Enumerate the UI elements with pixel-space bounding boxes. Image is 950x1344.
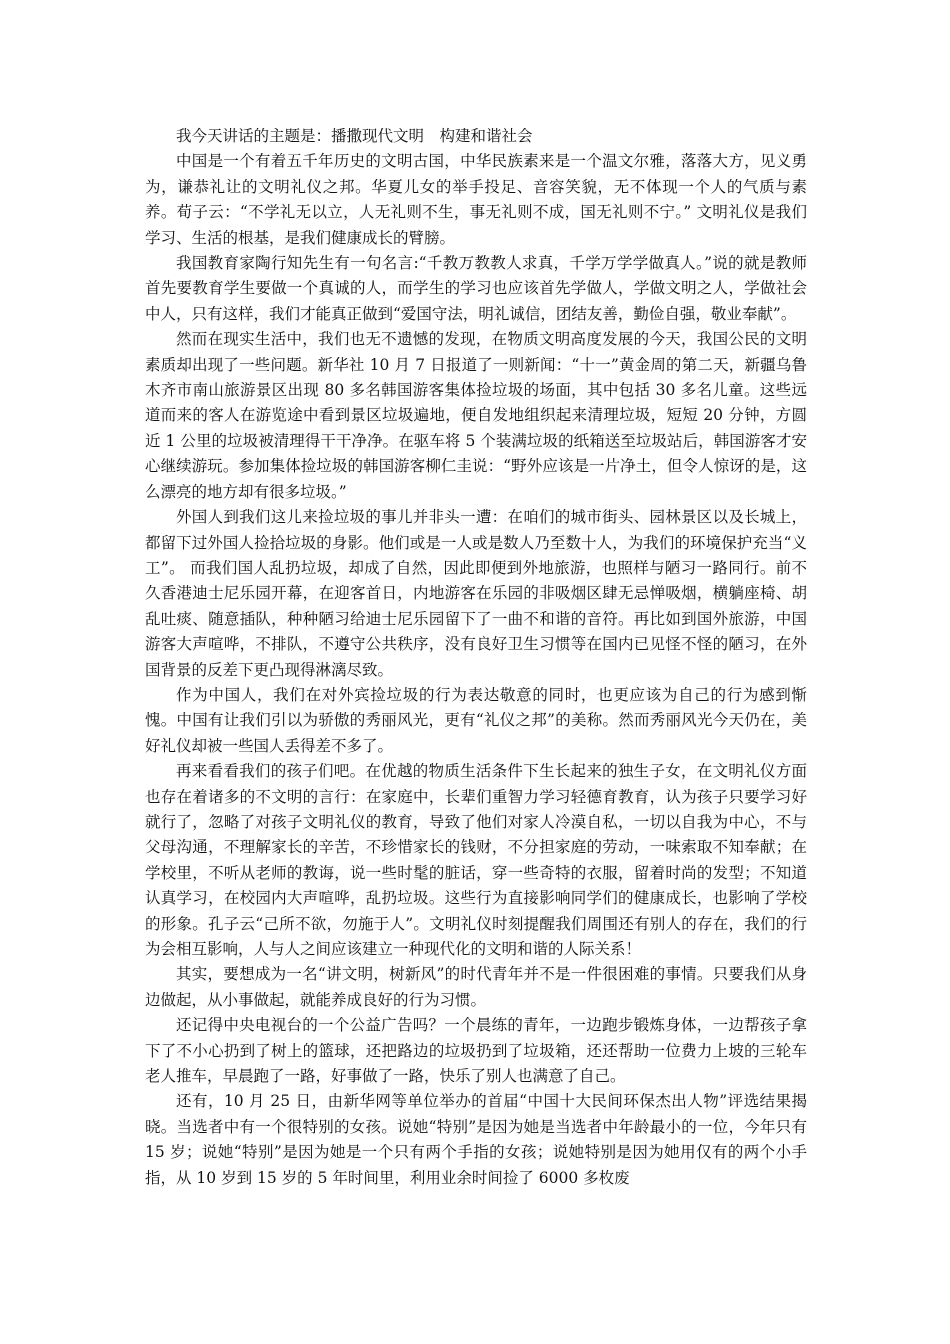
paragraph: 我国教育家陶行知先生有一句名言:“千教万教教人求真，千学万学学做真人。”说的就是教师首先要教育学生要做一个真诚的人，而学生的学习也应该首先学做人，学做文明之人，学做社会中人，只有这样，我们才能真正做到“爱国守法，明礼诚信，团结友善，勤俭自强，敬业奉献”。 xyxy=(145,254,807,323)
paragraph: 然而在现实生活中，我们也无不遗憾的发现，在物质文明高度发展的今天，我国公民的文明素质却出现了一些问题。新华社 10 月 7 日报道了一则新闻：“十一”黄金周的第二天，新疆乌鲁木齐市南山旅游景区出现 80 多名韩国游客集体捡垃圾的场面，其中包括 30 多名儿童。这些远道而来的客人在游览途中看到景区垃圾遍地，便自发地组织起来清理垃圾，短短 20 分钟，方圆近 1 公里的垃圾被清理得干干净净。在驱车将 5 个装满垃圾的纸箱送至垃圾站后，韩国游客才安心继续游玩。参加集体捡垃圾的韩国游客柳仁圭说：“野外应该是一片净土，但令人惊讶的是，这么漂亮的地方却有很多垃圾。” xyxy=(145,330,807,501)
paragraph: 外国人到我们这儿来捡垃圾的事儿并非头一遭：在咱们的城市街头、园林景区以及长城上，都留下过外国人捡拾垃圾的身影。他们或是一人或是数人乃至数十人，为我们的环境保护充当“义工”。 而我们国人乱扔垃圾，却成了自然，因此即便到外地旅游，也照样与陋习一路同行。前不久香港迪士尼乐园开幕，在迎客首日，内地游客在乐园的非吸烟区肆无忌惮吸烟，横躺座椅、胡乱吐痰、随意插队，种种陋习给迪士尼乐园留下了一曲不和谐的音符。再比如到国外旅游，中国游客大声喧哗，不排队，不遵守公共秩序，没有良好卫生习惯等在国内已见怪不怪的陋习，在外国背景的反差下更凸现得淋漓尽致。 xyxy=(145,508,807,679)
paragraph: 还记得中央电视台的一个公益广告吗？一个晨练的青年，一边跑步锻炼身体，一边帮孩子拿下了不小心扔到了树上的篮球，还把路边的垃圾扔到了垃圾箱，还还帮助一位费力上坡的三轮车老人推车，早晨跑了一路，好事做了一路，快乐了别人也满意了自己。 xyxy=(145,1016,807,1086)
document-body xyxy=(145,124,807,1191)
paragraph: 还有，10 月 25 日，由新华网等单位举办的首届“中国十大民间环保杰出人物”评选结果揭晓。当选者中有一个很特别的女孩。说她“特别”是因为她是当选者中年龄最小的一位，今年只有 15 岁；说她“特别”是因为她是一个只有两个手指的女孩；说她特别是因为她用仅有的两个小手指，从 10 岁到 15 岁的 5 年时间里，利用业余时间捡了 6000 多枚废 xyxy=(145,1092,807,1187)
paragraph: 其实，要想成为一名“讲文明，树新风”的时代青年并不是一件很困难的事情。只要我们从身边做起，从小事做起，就能养成良好的行为习惯。 xyxy=(145,965,807,1009)
paragraph: 作为中国人，我们在对外宾捡垃圾的行为表达敬意的同时，也更应该为自己的行为感到惭愧。中国有让我们引以为骄傲的秀丽风光，更有“礼仪之邦”的美称。然而秀丽风光今天仍在，美好礼仪却被一些国人丢得差不多了。 xyxy=(145,685,807,755)
paragraph: 中国是一个有着五千年历史的文明古国，中华民族素来是一个温文尔雅，落落大方，见义勇为，谦恭礼让的文明礼仪之邦。华夏儿女的举手投足、音容笑貌，无不体现一个人的气质与素养。荀子云：“不学礼无以立，人无礼则不生，事无礼则不成，国无礼则不宁。” 文明礼仪是我们学习、生活的根基，是我们健康成长的臂膀。 xyxy=(145,152,807,247)
speech-topic-line: 我今天讲话的主题是：播撒现代文明 构建和谐社会 xyxy=(176,127,533,145)
paragraph: 再来看看我们的孩子们吧。在优越的物质生活条件下生长起来的独生子女，在文明礼仪方面也存在着诸多的不文明的言行：在家庭中，长辈们重智力学习轻德育教育，认为孩子只要学习好就行了，忽略了对孩子文明礼仪的教育，导致了他们对家人冷漠自私，一切以自我为中心，不与父母沟通，不理解家长的辛苦，不珍惜家长的钱财，不分担家庭的劳动，一味索取不知奉献；在学校里，不听从老师的教诲，说一些时髦的脏话，穿一些奇特的衣服，留着时尚的发型；不知道认真学习，在校园内大声喧哗，乱扔垃圾。这些行为直接影响同学们的健康成长，也影响了学校的形象。孔子云“己所不欲，勿施于人”。文明礼仪时刻提醒我们周围还有别人的存在，我们的行为会相互影响，人与人之间应该建立一种现代化的文明和谐的人际关系！ xyxy=(145,762,807,958)
